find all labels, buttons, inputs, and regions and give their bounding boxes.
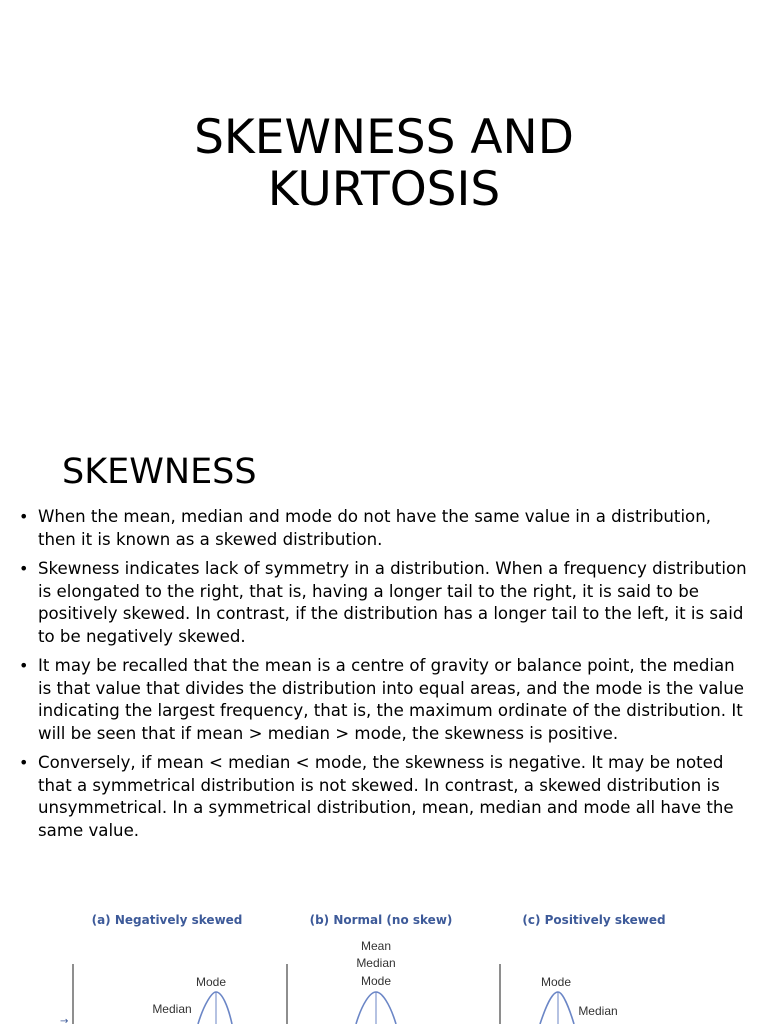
bullet-list <box>0 506 768 849</box>
title-slide <box>0 0 768 430</box>
bullet-marker: • <box>19 753 29 772</box>
bullet-item <box>0 558 768 648</box>
bullet-text: It may be recalled that the mean is a centre of gravity or balance point, the median is that value that divides the distribution into equal areas, and the mode is the value indicating the largest frequency, that is, the maximum ordinate of the distribution. It will be seen that if mean > median > mode, the skewness is positive. <box>38 656 744 743</box>
panel-b-title: (b) Normal (no skew) <box>309 913 453 927</box>
panel-a-mode-label: Mode <box>195 975 227 989</box>
bullet-item <box>0 506 768 551</box>
slide-title <box>0 112 768 216</box>
bullet-marker: • <box>19 656 29 675</box>
panel-a-curve <box>198 992 232 1024</box>
panel-b-mean-label: Mean <box>360 939 392 953</box>
skewness-slide <box>0 430 768 1024</box>
panel-c-curve <box>540 992 574 1024</box>
bullet-text: Skewness indicates lack of symmetry in a distribution. When a frequency distribution is elongated to the right, that is, having a longer tail to the right, it is said to be positively skewed. In contrast, if the distribution has a longer tail to the left, it is said to be negatively skewed. <box>38 559 747 646</box>
slide-title-line-2: KURTOSIS <box>267 162 501 217</box>
section-heading: SKEWNESS <box>62 452 257 492</box>
panel-c-mode-label: Mode <box>540 975 572 989</box>
skewness-diagram <box>0 900 768 1024</box>
panel-c-median-label: Median <box>578 1004 618 1018</box>
panel-a-median-label: Median <box>152 1002 192 1016</box>
bullet-text: When the mean, median and mode do not have the same value in a distribution, then it is known as a skewed distribution. <box>38 507 711 549</box>
bullet-text: Conversely, if mean < median < mode, the skewness is negative. It may be noted that a symmetrical distribution is not skewed. In contrast, a skewed distribution is unsymmetrical. In a symmetrical distribution, mean, median and mode all have the same value. <box>38 753 734 840</box>
panel-b-median-label: Median <box>356 956 396 970</box>
axis-marker: → <box>60 1016 69 1024</box>
bullet-item <box>0 655 768 745</box>
bullet-item <box>0 752 768 842</box>
slide-title-line-1: SKEWNESS AND <box>194 110 574 165</box>
skewness-figure <box>0 900 768 1024</box>
panel-c-title: (c) Positively skewed <box>522 913 666 927</box>
panel-a-title: (a) Negatively skewed <box>91 913 243 927</box>
bullet-marker: • <box>19 559 29 578</box>
panel-b-mode-label: Mode <box>360 974 392 988</box>
bullet-marker: • <box>19 507 29 526</box>
